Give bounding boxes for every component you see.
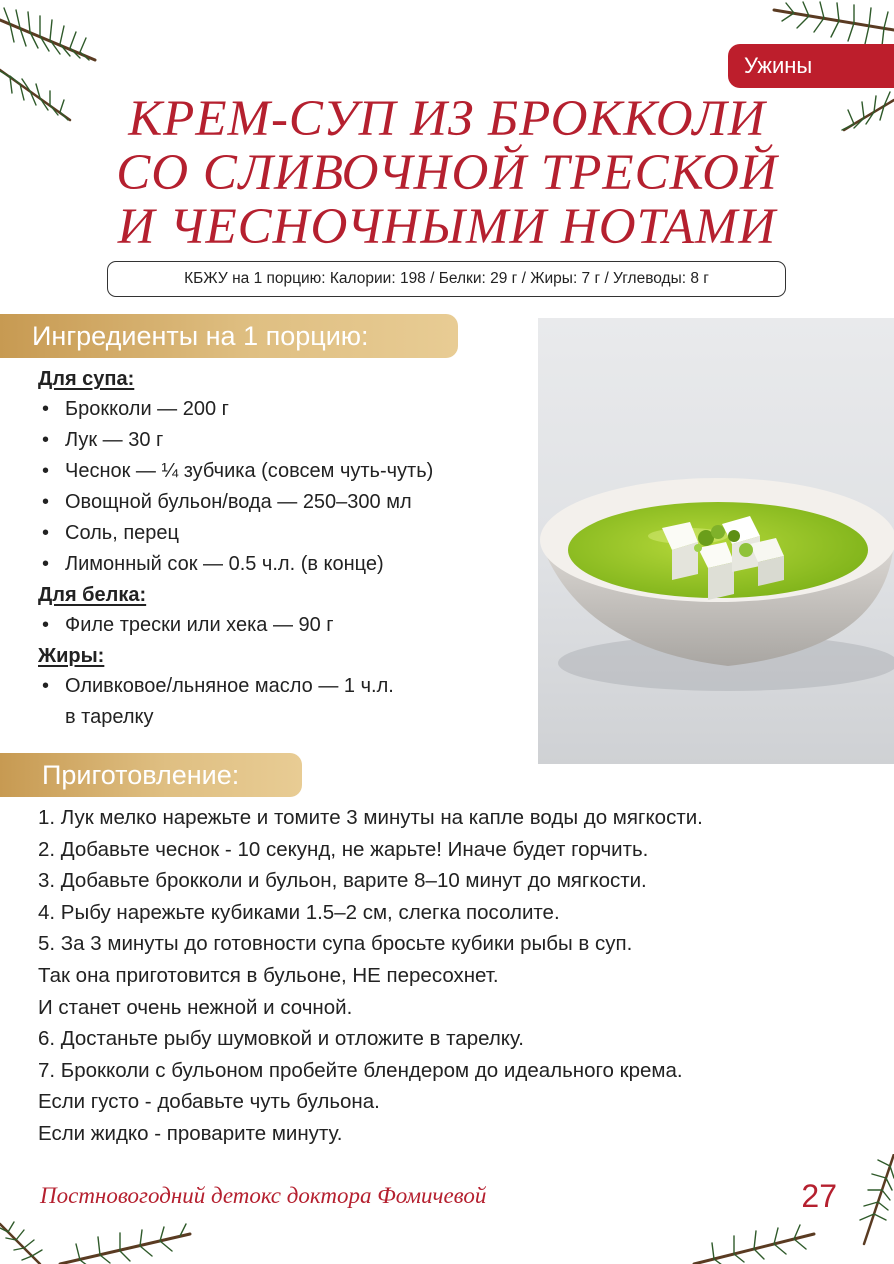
step-line: 6. Достаньте рыбу шумовкой и отложите в тарелку. — [38, 1027, 524, 1051]
list-item: • Лимонный сок — 0.5 ч.л. (в конце) — [38, 549, 538, 580]
step-line: 3. Добавьте брокколи и бульон, варите 8–10 минут до мягкости. — [38, 869, 647, 893]
step-line: 5. За 3 минуты до готовности супа бросьте кубики рыбы в суп. — [38, 932, 633, 956]
step-line: Если густо - добавьте чуть бульона. — [38, 1090, 380, 1114]
footer-book-title: Постновогодний детокс доктора Фомичевой — [40, 1183, 487, 1208]
ingredient-group — [38, 671, 538, 733]
list-item: • Соль, перец — [38, 518, 538, 549]
recipe-title — [0, 92, 894, 254]
preparation-steps — [38, 802, 878, 1150]
step-line: Если жидко - проварите минуту. — [38, 1121, 343, 1145]
list-item: • Оливковое/льняное масло — 1 ч.л. — [38, 671, 538, 702]
step-line: Так она приготовится в бульоне, НЕ пересохнет. — [38, 963, 499, 987]
ingredient-group-title: Для супа: — [38, 368, 135, 390]
list-item: • Филе трески или хека — 90 г — [38, 610, 538, 641]
pine-branch-icon — [674, 1154, 894, 1264]
list-item-continuation-text: в тарелку — [65, 706, 154, 728]
step-line: И станет очень нежной и сочной. — [38, 995, 353, 1019]
list-item: • Брокколи — 200 г — [38, 394, 538, 425]
list-item-continuation — [38, 702, 538, 733]
ingredients-list — [38, 364, 538, 733]
category-tag: Ужины — [728, 44, 894, 88]
step-line: 1. Лук мелко нарежьте и томите 3 минуты на капле воды до мягкости. — [38, 806, 703, 829]
nutrition-box: КБЖУ на 1 порцию: Калории: 198 / Белки: 29 г / Жиры: 7 г / Углеводы: 8 г — [107, 261, 786, 297]
preparation-heading: Приготовление: — [0, 753, 302, 797]
soup-bowl-photo — [538, 318, 894, 764]
ingredients-heading: Ингредиенты на 1 порцию: — [0, 314, 458, 358]
title-line: КРЕМ-СУП ИЗ БРОККОЛИ — [128, 91, 766, 147]
list-item: • Овощной бульон/вода — 250–300 мл — [38, 487, 538, 518]
title-line: СО СЛИВОЧНОЙ ТРЕСКОЙ — [116, 145, 778, 201]
ingredient-group — [38, 394, 538, 580]
title-line: И ЧЕСНОЧНЫМИ НОТАМИ — [117, 199, 777, 255]
list-item: • Чеснок — ¼ зубчика (совсем чуть-чуть) — [38, 456, 538, 487]
ingredient-group-title: Для белка: — [38, 584, 147, 606]
list-item: • Лук — 30 г — [38, 425, 538, 456]
ingredient-group-title: Жиры: — [38, 645, 105, 667]
step-line: 7. Брокколи с бульоном пробейте блендером до идеального крема. — [38, 1058, 683, 1082]
page-number: 27 — [801, 1178, 837, 1214]
ingredient-group — [38, 610, 538, 641]
step-line: 2. Добавьте чеснок - 10 секунд, не жарьте! Иначе будет горчить. — [38, 837, 649, 861]
step-line: 4. Рыбу нарежьте кубиками 1.5–2 см, слегка посолите. — [38, 900, 560, 924]
